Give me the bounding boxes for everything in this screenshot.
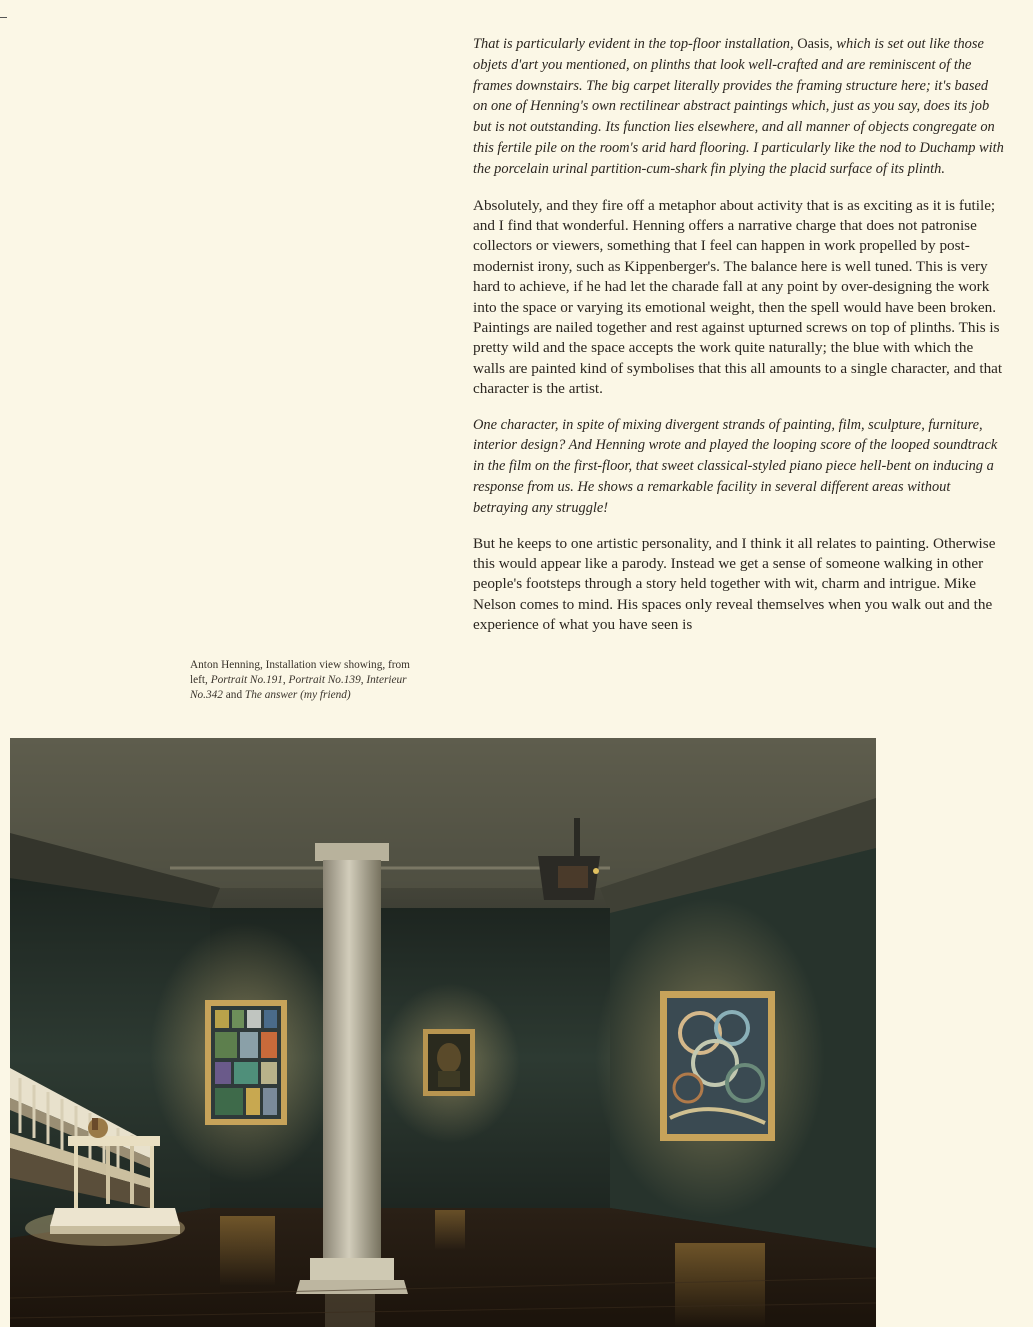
article-paragraph-4 bbox=[473, 534, 1006, 636]
article-paragraph-2 bbox=[473, 196, 1006, 400]
photo-illustration bbox=[10, 738, 876, 1327]
caption-work-4: The answer (my friend) bbox=[244, 689, 351, 702]
p2-run-1: Absolutely, and they fire off a metaphor about activity that is as exciting as it is futile; and I find that wonderful. Henning offers a narrative charge that does not patronise collectors or viewers, something that I feel can happen in work propelled by post-modernist irony, such as Kippenberger's. The balance here is well tuned. This is very hard to achieve, if he had let the charade fall at any point by over-designing the work into the space or varying its emotional weight, then the spell would have been broken. Paintings are nailed together and rest against upturned screws on top of plinths. This is pretty wild and the space accepts the work quite naturally; the blue with which the walls are painted kind of symbolises that this all amounts to a single character, and that character is the artist. bbox=[473, 196, 1003, 398]
gallery-installation-photo bbox=[10, 738, 876, 1327]
caption-lead: Anton Henning, Installation view showing, from left, bbox=[190, 659, 410, 687]
article-text-column bbox=[473, 34, 1006, 636]
caption-sep-3: and bbox=[222, 689, 245, 702]
painting-interieur-342 bbox=[660, 991, 775, 1141]
p3-run-1: One character, in spite of mixing divergent strands of painting, film, sculpture, furniture, interior design? And Henning wrote and played the looping score of the looped soundtrack in the film on the first-floor, that sweet classical-styled piano piece hell-bent on inducing a response from us. He shows a remarkable facility in several different areas without betraying any struggle! bbox=[473, 416, 998, 516]
article-paragraph-3 bbox=[473, 415, 1006, 519]
p1-run-2-title-oasis: Oasis bbox=[797, 36, 830, 52]
article-paragraph-1 bbox=[473, 34, 1006, 180]
painting-portrait-191 bbox=[205, 1000, 287, 1125]
p4-run-1: But he keeps to one artistic personality, and I think it all relates to painting. Otherwise this would appear like a parody. Instead we get a sense of someone walking in other people's footsteps through a story held together with wit, charm and intrigue. Mike Nelson comes to mind. His spaces only reveal themselves when you walk out and the experience of what you have seen is bbox=[473, 534, 996, 634]
painting-portrait-139 bbox=[423, 1029, 475, 1096]
caption-work-2: Portrait No.139 bbox=[288, 674, 361, 687]
p1-run-3: , which is set out like those objets d'art you mentioned, on plinths that look well-crafted and are reminiscent of the frames downstairs. The big carpet literally provides the framing structure here; it's based on one of Henning's own rectilinear abstract paintings which, just as you say, does its job but is not outstanding. Its function lies elsewhere, and all manner of objects congregate on this fertile pile on the room's arid hard flooring. I particularly like the nod to Duchamp with the porcelain urinal partition-cum-shark fin plying the placid surface of its plinth. bbox=[473, 36, 1004, 177]
photo-caption bbox=[190, 658, 430, 704]
caption-sep-2: , bbox=[360, 674, 367, 687]
caption-work-3: Interieur No.342 bbox=[190, 674, 407, 702]
caption-work-1: Portrait No.191 bbox=[210, 674, 283, 687]
caption-sep-1: , bbox=[282, 674, 289, 687]
p1-run-1: That is particularly evident in the top-floor installation, bbox=[473, 36, 798, 52]
page-edge-mark bbox=[0, 17, 7, 18]
